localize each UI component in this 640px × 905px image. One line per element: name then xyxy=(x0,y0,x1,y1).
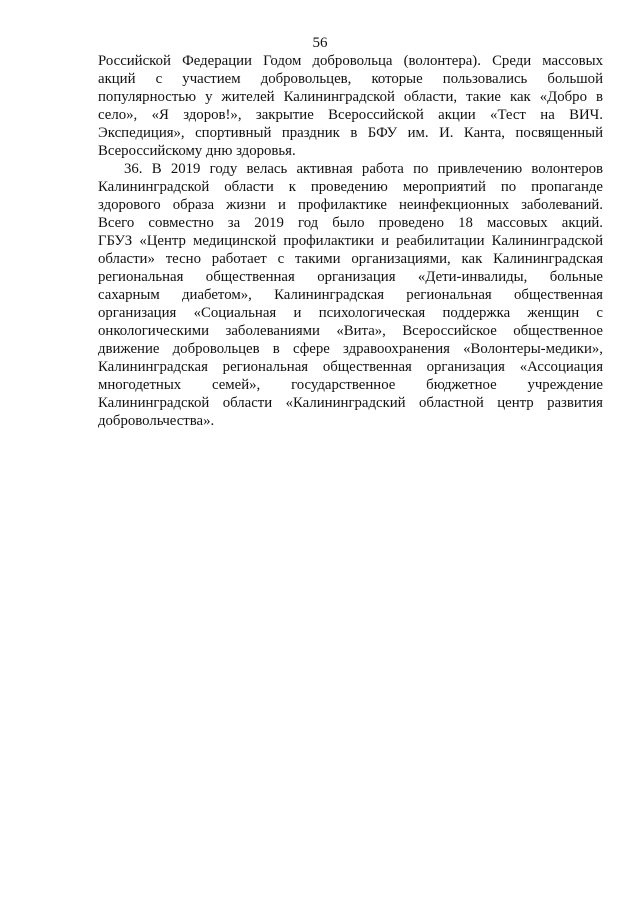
paragraph-36-line: онкологическими заболеваниями «Вита», Всероссийское общественное xyxy=(98,323,603,339)
paragraph-36-line: организация «Социальная и психологическая поддержка женщин с xyxy=(98,305,603,321)
paragraph-36-line: области» тесно работает с такими организациями, как Калининградская xyxy=(98,251,603,267)
paragraph-1-line: Всероссийскому дню здоровья. xyxy=(98,143,296,159)
paragraph-36-line: движение добровольцев в сфере здравоохранения «Волонтеры-медики», xyxy=(98,341,603,357)
paragraph-1-line: акций с участием добровольцев, которые пользовались большой xyxy=(98,71,603,87)
paragraph-36-line: многодетных семей», государственное бюджетное учреждение xyxy=(98,377,603,393)
paragraph-36-line: здорового образа жизни и профилактике неинфекционных заболеваний. xyxy=(98,197,603,213)
paragraph-36-line: 36. В 2019 году велась активная работа по привлечению волонтеров xyxy=(124,161,603,177)
paragraph-1-line: село», «Я здоров!», закрытие Всероссийской акции «Тест на ВИЧ. xyxy=(98,107,603,123)
paragraph-36-line: сахарным диабетом», Калининградская региональная общественная xyxy=(98,287,603,303)
page-number: 56 xyxy=(312,35,328,51)
paragraph-1 xyxy=(98,52,603,160)
paragraph-36-line: добровольчества». xyxy=(98,413,215,429)
paragraph-36-line: ГБУЗ «Центр медицинской профилактики и реабилитации Калининградской xyxy=(98,233,603,249)
paragraph-36-line: Калининградская региональная общественная организация «Ассоциация xyxy=(98,359,603,375)
paragraph-36-line: Всего совместно за 2019 год было проведено 18 массовых акций. xyxy=(98,215,603,231)
paragraph-36 xyxy=(98,160,603,430)
body-text xyxy=(98,52,603,430)
paragraph-36-line: региональная общественная организация «Дети-инвалиды, больные xyxy=(98,269,603,285)
paragraph-1-line: Экспедиция», спортивный праздник в БФУ им. И. Канта, посвященный xyxy=(98,125,603,141)
paragraph-36-line: Калининградской области «Калининградский областной центр развития xyxy=(98,395,603,411)
paragraph-1-line: Российской Федерации Годом добровольца (волонтера). Среди массовых xyxy=(98,53,603,69)
paragraph-1-line: популярностью у жителей Калининградской области, такие как «Добро в xyxy=(98,89,603,105)
paragraph-36-line: Калининградской области к проведению мероприятий по пропаганде xyxy=(98,179,603,195)
